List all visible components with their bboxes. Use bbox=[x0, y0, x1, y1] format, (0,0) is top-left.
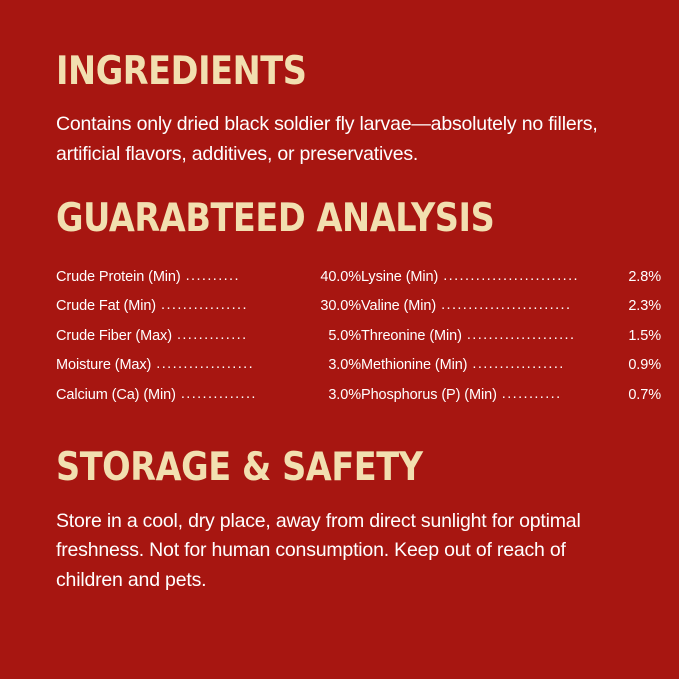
storage-text: Store in a cool, dry place, away from direct sunlight for optimal freshness. Not for human consumption. Keep out of reach of children and pets. bbox=[56, 509, 581, 591]
analysis-value: 3.0% bbox=[328, 357, 361, 374]
analysis-label: Crude Fiber (Max) bbox=[56, 327, 172, 344]
analysis-label: Moisture (Max) bbox=[56, 357, 152, 374]
analysis-label: Valine (Min) bbox=[361, 298, 437, 315]
analysis-value: 3.0% bbox=[328, 386, 361, 403]
analysis-label: Crude Protein (Min) bbox=[56, 268, 181, 285]
storage-heading: STORAGE & SAFETY bbox=[56, 444, 423, 490]
analysis-label: Calcium (Ca) (Min) bbox=[56, 386, 176, 403]
ingredients-text-wrap bbox=[56, 110, 623, 169]
analysis-dots: .......... bbox=[185, 268, 240, 284]
analysis-dots: .................. bbox=[156, 357, 254, 372]
analysis-heading: GUARABTEED ANALYSIS bbox=[56, 196, 495, 242]
storage-text-wrap bbox=[56, 507, 623, 596]
analysis-dots: ................. bbox=[472, 357, 565, 372]
analysis-row bbox=[56, 292, 361, 322]
analysis-row bbox=[56, 351, 361, 381]
analysis-dots: ........................ bbox=[441, 298, 572, 313]
analysis-row bbox=[361, 321, 661, 351]
analysis-row bbox=[361, 262, 661, 292]
analysis-row bbox=[361, 380, 661, 410]
analysis-label: Crude Fat (Min) bbox=[56, 298, 157, 315]
analysis-value: 30.0% bbox=[320, 298, 361, 315]
analysis-value: 5.0% bbox=[328, 327, 361, 344]
analysis-dots: .................... bbox=[466, 327, 576, 343]
analysis-column-right bbox=[361, 262, 661, 410]
analysis-value: 0.7% bbox=[628, 386, 661, 403]
analysis-value: 0.9% bbox=[628, 357, 661, 374]
analysis-column-left bbox=[56, 262, 361, 410]
analysis-dots: ............. bbox=[176, 327, 248, 343]
analysis-row bbox=[361, 351, 661, 381]
ingredients-text: Contains only dried black soldier fly larvae—absolutely no fillers, artificial flavors, additives, or preservatives. bbox=[56, 112, 598, 165]
analysis-row bbox=[56, 262, 361, 292]
analysis-dots: .............. bbox=[180, 386, 257, 402]
analysis-dots: ................ bbox=[161, 298, 248, 313]
analysis-value: 2.3% bbox=[628, 298, 661, 315]
analysis-row bbox=[56, 321, 361, 351]
analysis-table bbox=[56, 262, 661, 410]
analysis-label: Threonine (Min) bbox=[361, 327, 462, 344]
analysis-label: Phosphorus (P) (Min) bbox=[361, 386, 497, 403]
analysis-label: Lysine (Min) bbox=[361, 268, 439, 285]
analysis-dots: ......................... bbox=[443, 268, 579, 284]
analysis-value: 2.8% bbox=[628, 268, 661, 285]
analysis-row bbox=[56, 380, 361, 410]
analysis-value: 40.0% bbox=[320, 268, 361, 285]
ingredients-heading: INGREDIENTS bbox=[56, 49, 307, 94]
analysis-dots: ........... bbox=[501, 386, 562, 402]
ingredients-section bbox=[56, 49, 623, 94]
storage-section bbox=[56, 444, 623, 490]
analysis-value: 1.5% bbox=[628, 327, 661, 344]
analysis-label: Methionine (Min) bbox=[361, 357, 468, 374]
analysis-section bbox=[56, 196, 623, 242]
analysis-row bbox=[361, 292, 661, 322]
